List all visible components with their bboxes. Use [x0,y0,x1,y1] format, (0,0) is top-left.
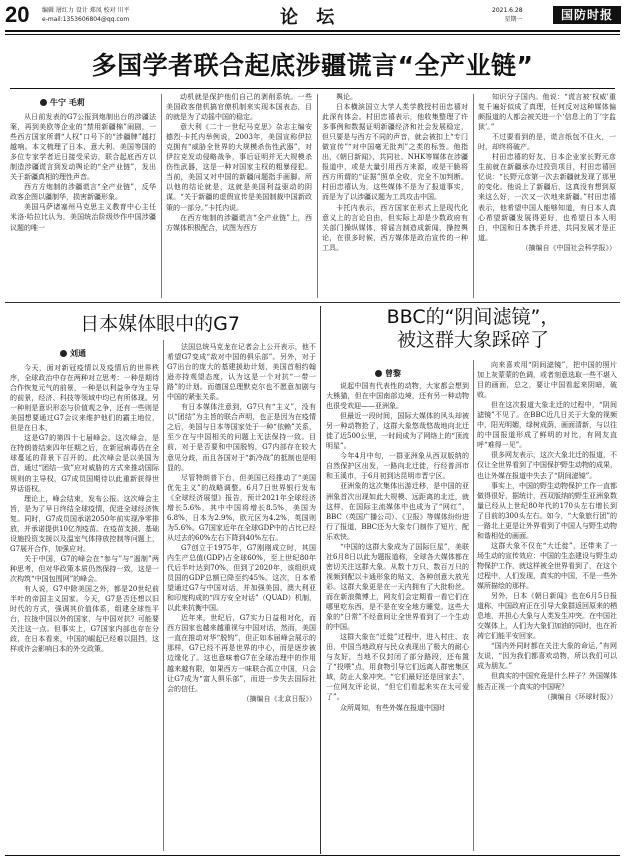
paragraph: 村田忠禧的好友、日本企业家长野元彦生前就在新疆承办过投资项目，村田忠禧回忆说：“长野元彦第一次去新疆就发现了那里的变化。他说上了新疆后，这真没有想到原来这么好，一次又一次地来新疆。”村田忠禧表示，他希望中国人能够知道，有日本人真心希望新疆发展得更好，也希望日本人明白，中国和日本携手并进，共同发展才是正道。 [478,153,616,242]
paragraph: 今天，面对新冠疫情以及疫情后的世界秩序，全球政治中存在两种对立思考：一种是期待合作恢复元气的前景，一种是以利益争夺为主导的前景，经济、科技等领域中均已有所体现。另一种则是意识形态与价值观之争，还有一些则是美国想要通过G7会议来维护他们的霸主地位，但是在日本， [10,364,159,433]
headline-line-2: 被这群大象踩碎了 [396,329,549,351]
paragraph: 向来喜欢用“阴间滤镜”，把中国的照片加上灰蒙蒙的色调，或者刻意选取一些不堪入目的画面，总之，要让中国看起来阴暗，破败。 [477,361,617,400]
article1-column-2 [166,92,312,298]
headline-line-1: BBC的“阴间滤镜”， [386,306,560,328]
article-divider [320,306,321,854]
column-divider [163,340,164,851]
paragraph: 不过要看到的是，谎言纸包不住火，一时，却终将破产。 [478,133,616,152]
staff-info [42,6,130,24]
article1-column-3 [322,92,468,298]
paragraph: 关于中国，G7的峰会在“参与”与“遏制”两种思考，但对华政策本质仍然保持一致，这是一次构筑“中国包围网”的峰会。 [10,554,159,583]
paragraph: 动机就是保护他们自己的剥削系统。一些美国政客借机搞官僚机制来实现本国表态，目的就是为了动摇中国的稳定。 [166,93,312,122]
bottom-rule [5,855,620,856]
paragraph: 从日前发表的G7公报到炮制出台的涉疆法案，再到美欧等企业的“禁用新疆棉”闹剧，一些西方国家所谓“人权”口号下的“涉疆牌”越打越响。本文梳理了日本、意大利、美国等国的多位专家学者近日接受采访，联合起底西方以制造涉疆谎言到发动舆论的“全产业链”，发出关于新疆真相的理性声音。 [10,113,156,182]
paragraph: 事实上，中国的野生动物保护工作一直都做得很好，据统计，西双版纳的野生亚洲象数量已经从上世纪80年代的170头左右增长到了目前的300头左右。如今，“大象旅行团”的一路北上更是让外界看到了中国人与野生动物和谐相处的画面。 [477,481,617,540]
article1-column-1 [10,112,156,298]
paragraph: 西方方炮制的涉疆谎言“全产业链”，反华政客企图以疆制华，损害新疆形象。 [10,183,156,202]
paragraph: 今年4月中旬，一群亚洲象从西双版纳的自然保护区出发，一路向北迁徙，行经普洱市和玉溪市，于6月初到达昆明市晋宁区。 [326,452,469,481]
paragraph: 卡托内表示，西方国家在形式上是现代化意义上的言论自由，但实际上却是少数政府有关部门操纵媒体，将谣言制造成新闻，操控舆论，在很多时候，西方媒体是政治宣传的一种工具。 [322,203,468,252]
article2-column-2 [167,342,316,851]
masthead-rule-thin [5,34,620,35]
paragraph: 尽管特朗普下台，但美国已经推动了“美国优先主义”的战略调整。6月7日世界银行发布《全球经济展望》报告，预计2021年全球经济增长5.6%，其中中国将增长8.5%，美国为6.8%，日本为2.9%，欧元区为4.2%，英国则为5.6%。G7国家近年在全球GDP中的占比已经从过去的60%左右下降到40%左右。 [167,473,316,542]
paragraph: G7创立于1975年，G7刚刚成立时，其国内生产总值(GDP)占全球60%，至上世纪80年代后半叶达到70%，但到了2020年，该组织成员国的GDP总额已降至约45%。这次，日本希望通过G7与中国对话，并加强美国、澳大利亚和印度构成的“四方安全对话”（QUAD）机制，以此来抗衡中国。 [167,543,316,613]
paragraph: 这群大象在“迁徙”过程中，进入村庄、农田，中国当地政府与民众表现出了极大的耐心与友好，当地不仅封闭了部分路段，还布置了“投喂”点，用食物引导它们远离人群密集区域，防止人象冲突。“它们最好还是回家去”，一位网友评论说，“但它们看起来实在太可爱了”。 [326,633,469,702]
article3-headline [328,306,618,352]
column-divider [161,94,162,298]
author-icon [60,350,67,357]
headline-rule [10,88,615,89]
date-text: 2021.6.28 [492,7,523,14]
paragraph: 众所周知，有些外媒在报道中国时 [340,703,445,712]
staff-names: 编辑 屠红力 设计 郑凤 校对 川平 [42,7,130,14]
paragraph: 这群大象不仅在“大迁徙”，还带来了一场生动的宣传效应：中国的生态建设与野生动物保护工作，就这样被全世界看到了，在这个过程中，人们发现，真实的中国，不是一些外媒所描绘的那样。 [477,541,617,591]
article2-author: 刘通 [70,349,86,358]
paragraph: 法国总统马克龙在记者会上公开表示，他不希望G7变成“敌对中国的俱乐部”。另外，对于G7出台的庞大的基建援助计划，美国首相约翰逊亦持观望态度，认为这是一个对抗“一带一路”的计划。而德国总理默克尔也不愿意加剧与中国的紧张关系。 [167,343,316,402]
paragraph: 日本横滨国立大学人类学教授村田忠禧对此深有体会。村田忠禧表示，他收集整理了许多事例和数据证明新疆经济和社会发展稳定，但只要是与西方不同的声音，就会被扣上“专门做宣传”“对中国毫无批判”之类的标签。他指出，《朝日新闻》、共同社、NHK等媒体在涉疆报道中，或是大量引用西方来源，或是干脆将西方所谓的“证据”照单全收，完全不加判断。村田忠禧认为，这些媒体不是为了报道事实，而是为了以涉疆议题为工具攻击中国。 [322,103,468,202]
staff-email: e-mail:1353606804@qq.com [42,16,130,23]
page-number: 20 [5,2,30,27]
article3-column-2 [477,360,617,851]
paragraph: 意大利《二十一世纪马克思》杂志主编安德烈·卡托内举例说，2003年，美国宣称伊拉克拥有“威胁全世界的大规模杀伤性武器”，对伊拉克发动侵略战争，事后证明并无大规模杀伤性武器，这是一种对国家主权的粗暴侵犯。当前，美国又对中国的新疆问题指手画脚。所以他的结论就是，这就是美国利益驱动的阴谋。“关于新疆的虚假宣传是美国制裁中国新政策的一部分。”卡托内说。 [166,123,312,212]
paragraph: 有人说，G7中除美国之外，都是20世纪前半叶的帝国主义国家。今天，G7是否还想以旧时代的方式，强调其价值体系，组建全球性平台，拉拢中国以外的国家，与中国对抗？可能要关注这一点。但事实上，G7国家内部也存在分歧，在日本看来，中国的崛起已经难以阻挡，这样或许会影响日本的外交政策。 [10,585,159,654]
paragraph: 但最近一段时间，国际大媒体的风头却被另一种动物抢了，这群大象悠哉悠哉地向北迁徙了近500公里，一时间成为了网络上的“顶流明星”。 [326,412,469,451]
paragraph: 舆论。 [336,93,357,101]
article1-authors: 牛宁 毛莉 [50,98,85,107]
paragraph: 理论上，峰会结束，发布公报。这次峰会主旨，是为了早日终结全球疫情，促进全球经济恢复。同时，G7成员国承诺2050年前实现净零排放，并承诺提供10亿剂疫苗。在疫苗支援、基础设施投资支援以及温室气体排放控制等问题上，G7展开合作，加强应对。 [10,494,159,553]
paragraph: 另外，日本《朝日新闻》也在6月5日报道称，中国政府正在引导大象群返回原来的栖息地，并担心大象与人类发生冲突。在中国社交媒体上，人们为大象们加油的同时，也在祈祷它们能平安回家。 [477,592,617,641]
paragraph: 在西方炮制的涉疆谎言“全产业链”上，西方媒体积极配合，试图为西方 [166,213,312,232]
article2-headline: 日本媒体眼中的G7 [80,313,240,335]
paragraph: 很多网友表示，这次大象北迁的报道，不仅让全世界看到了中国保护野生动物的成果，也让外媒在报道中失去了“阴间滤镜”。 [477,451,617,480]
paragraph: 但在这次报道大象北迁的过程中，“阴间滤镜”不见了。在BBC近几日关于大象的视频中，阳光明媚，绿树成荫，画面清新，与以往的中国报道形成了鲜明的对比，有网友直呼“难得一见”。 [477,401,617,450]
section-title: 论 坛 [280,7,341,28]
paragraph: “中国的这群大象成为了国际巨星”，美联社6月8日以此为题报道称，全球各大媒体都在密切关注这群大象。从数十万只、数百万只的视频到配以卡通形象的贴文，各种创意大放光彩。这群大象更是在一天内拥有了大批粉丝。而在新浪微博上，网友们会定期看一看它们在哪里吃东西，是不是在安全地方睡觉。这些大象的“日常”不经意间让全世界看到了一个生动的中国。 [326,542,469,632]
paragraph: 美国马萨诸塞州马克思主义教育中心主任米洛·哈拉比认为，美国统治阶级炒作中国涉疆议题的唯一 [10,203,156,232]
paragraph: （摘编自《环球时报》） [543,692,617,701]
paragraph: 这是G7的第四十七届峰会。这次峰会，是在特朗普结束四年任期之后，在新冠病毒仍在全球蔓延的背景下召开的。此次峰会是以美国为首，通过“团结一致”应对威胁的方式来推动国际规则的主导权，G7成员国期待以此重新获得世界话语权。 [10,434,159,493]
article2-byline [60,348,86,359]
article1-column-4 [478,92,616,298]
paragraph: 说起中国有代表性的动物，大家都会想到大熊猫，但在中国南部边境，还有另一种动物也很受欢迎——亚洲象。 [326,382,469,411]
issue-date [492,6,523,24]
section-rule [5,302,620,303]
paragraph: 但真实的中国究竟是什么样子？外国媒体能否正视一个真实的中国呢？ [477,672,617,691]
article3-author: 曾黎 [385,369,401,378]
column-divider [317,94,318,298]
column-divider [473,94,474,298]
author-icon [375,370,382,377]
paragraph: 有日本媒体注意到，G7只有“主义”，没有以“团结”为主旨的联合声明，也正是因为在疫情之后，美国与日本等国家处于一种“依赖”关系，至少在与中国相关的问题上无法保持一致。目前，对于是否要和中国脱钩，G7内部存在较大意见分歧，而且各国对于“新冷战”的抵制也是明显的。 [167,403,316,472]
article1-headline: 多国学者联合起底涉疆谎言“全产业链” [91,51,534,80]
author-icon [40,99,47,106]
newspaper-logo: 国防时报 [553,6,621,24]
paragraph: （摘编自《北京日报》） [242,694,316,703]
article3-byline [375,368,401,379]
masthead [0,0,625,30]
article1-byline [40,97,85,108]
article2-column-1 [10,363,159,851]
article3-column-1 [326,381,469,851]
paragraph: 知识分子国内。他说：“谎言被‘权威’重复千遍好似成了真理，任何反对这种媒体偏颇报道的人都会被关进一个‘信息上的丁’字监狱’。” [478,93,616,132]
paragraph: 近年来，世纪后，G7实力日益相对化，而西方国家也越来越重视与中国对话，然而，美国一直在推动对华“脱钩”，但正如本届峰会展示的那样，G7已经不再是世界的中心，而是逐步被边缘化了。这也意味着G7在全球治理中的作用越来越有限，如果西方一味联合孤立中国，只会让G7成为“富人俱乐部”，而进一步失去国际社会的信任。 [167,614,316,693]
paragraph: 亚洲象的这次集体出游迁移，是中国的亚洲象首次出现如此大规模、远距离的北迁，就这样，在国际主流媒体中也成为了“网红”，BBC（英国广播公司）、《卫报》等媒体纷纷进行了报道，BBC还为大象专门制作了短片，配乐欢快。 [326,482,469,541]
masthead-rule [5,30,620,32]
paragraph: （摘编自《中国社会科学报》） [521,243,616,252]
column-divider [473,360,474,851]
paragraph: “国内外同时都在关注大象的命运，”有网友说，“因为我们都喜欢动物，所以我们可以成为朋友。” [477,642,617,671]
weekday-text: 星期一 [504,16,523,23]
